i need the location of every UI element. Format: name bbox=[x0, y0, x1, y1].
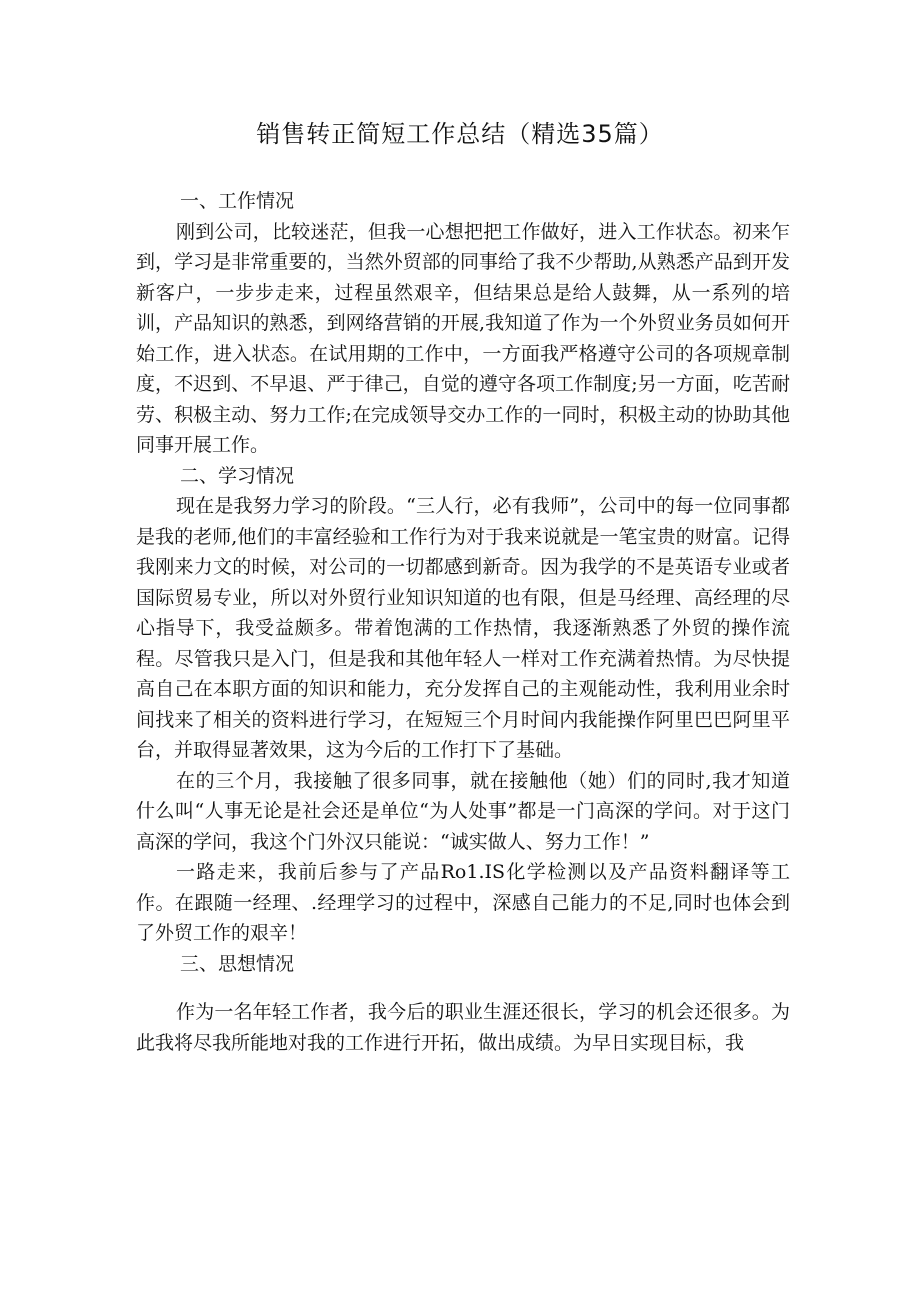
paragraph-study-2: 在的三个月，我接触了很多同事，就在接触他（她）们的同时,我才知道什么叫“人事无论是社会还是单位“为人处事”都是一门高深的学问。对于这门高深的学问，我这个门外汉只能说：“诚实做人、努力工作！” bbox=[136, 769, 790, 853]
document-body bbox=[136, 186, 790, 1058]
paragraph-work-1: 刚到公司，比较迷茫，但我一心想把把工作做好，进入工作状态。初来乍到，学习是非常重要的，当然外贸部的同事给了我不少帮助,从熟悉产品到开发新客户，一步步走来，过程虽然艰辛，但结果总是给人鼓舞，从一系列的培训，产品知识的熟悉，到网络营销的开展,我知道了作为一个外贸业务员如何开始工作，进入状态。在试用期的工作中，一方面我严格遵守公司的各项规章制度，不迟到、不早退、严于律己，自觉的遵守各项工作制度;另一方面，吃苦耐劳、积极主动、努力工作;在完成领导交办工作的一同时，积极主动的协助其他同事开展工作。 bbox=[136, 220, 790, 456]
document-title: 销售转正简短工作总结（精选35篇） bbox=[256, 120, 664, 148]
section-heading-study: 二、学习情况 bbox=[180, 464, 295, 487]
paragraph-thought-1: 作为一名年轻工作者，我今后的职业生涯还很长，学习的机会还很多。为此我将尽我所能地对我的工作进行开拓，做出成绩。为早日实现目标，我 bbox=[136, 1001, 790, 1054]
paragraph-study-1: 现在是我努力学习的阶段。“三人行，必有我师”，公司中的每一位同事都是我的老师,他们的丰富经验和工作行为对于我来说就是一笔宝贵的财富。记得我刚来力文的时候，对公司的一切都感到新奇。因为我学的不是英语专业或者国际贸易专业，所以对外贸行业知识知道的也有限，但是马经理、高经理的尽心指导下，我受益颇多。带着饱满的工作热情，我逐渐熟悉了外贸的操作流程。尽管我只是入门，但是我和其他年轻人一样对工作充满着热情。为尽快提高自己在本职方面的知识和能力，充分发挥自己的主观能动性，我利用业余时间找来了相关的资料进行学习，在短短三个月时间内我能操作阿里巴巴阿里平台，并取得显著效果，这为今后的工作打下了基础。 bbox=[136, 495, 790, 761]
section-heading-work: 一、工作情况 bbox=[180, 190, 295, 212]
section-heading-thought: 三、思想情况 bbox=[180, 952, 295, 975]
paragraph-study-3: 一路走来，我前后参与了产品Ro1.IS化学检测以及产品资料翻译等工作。在跟随一经理、.经理学习的过程中，深感自己能力的不足,同时也体会到了外贸工作的艰辛！ bbox=[136, 861, 790, 944]
